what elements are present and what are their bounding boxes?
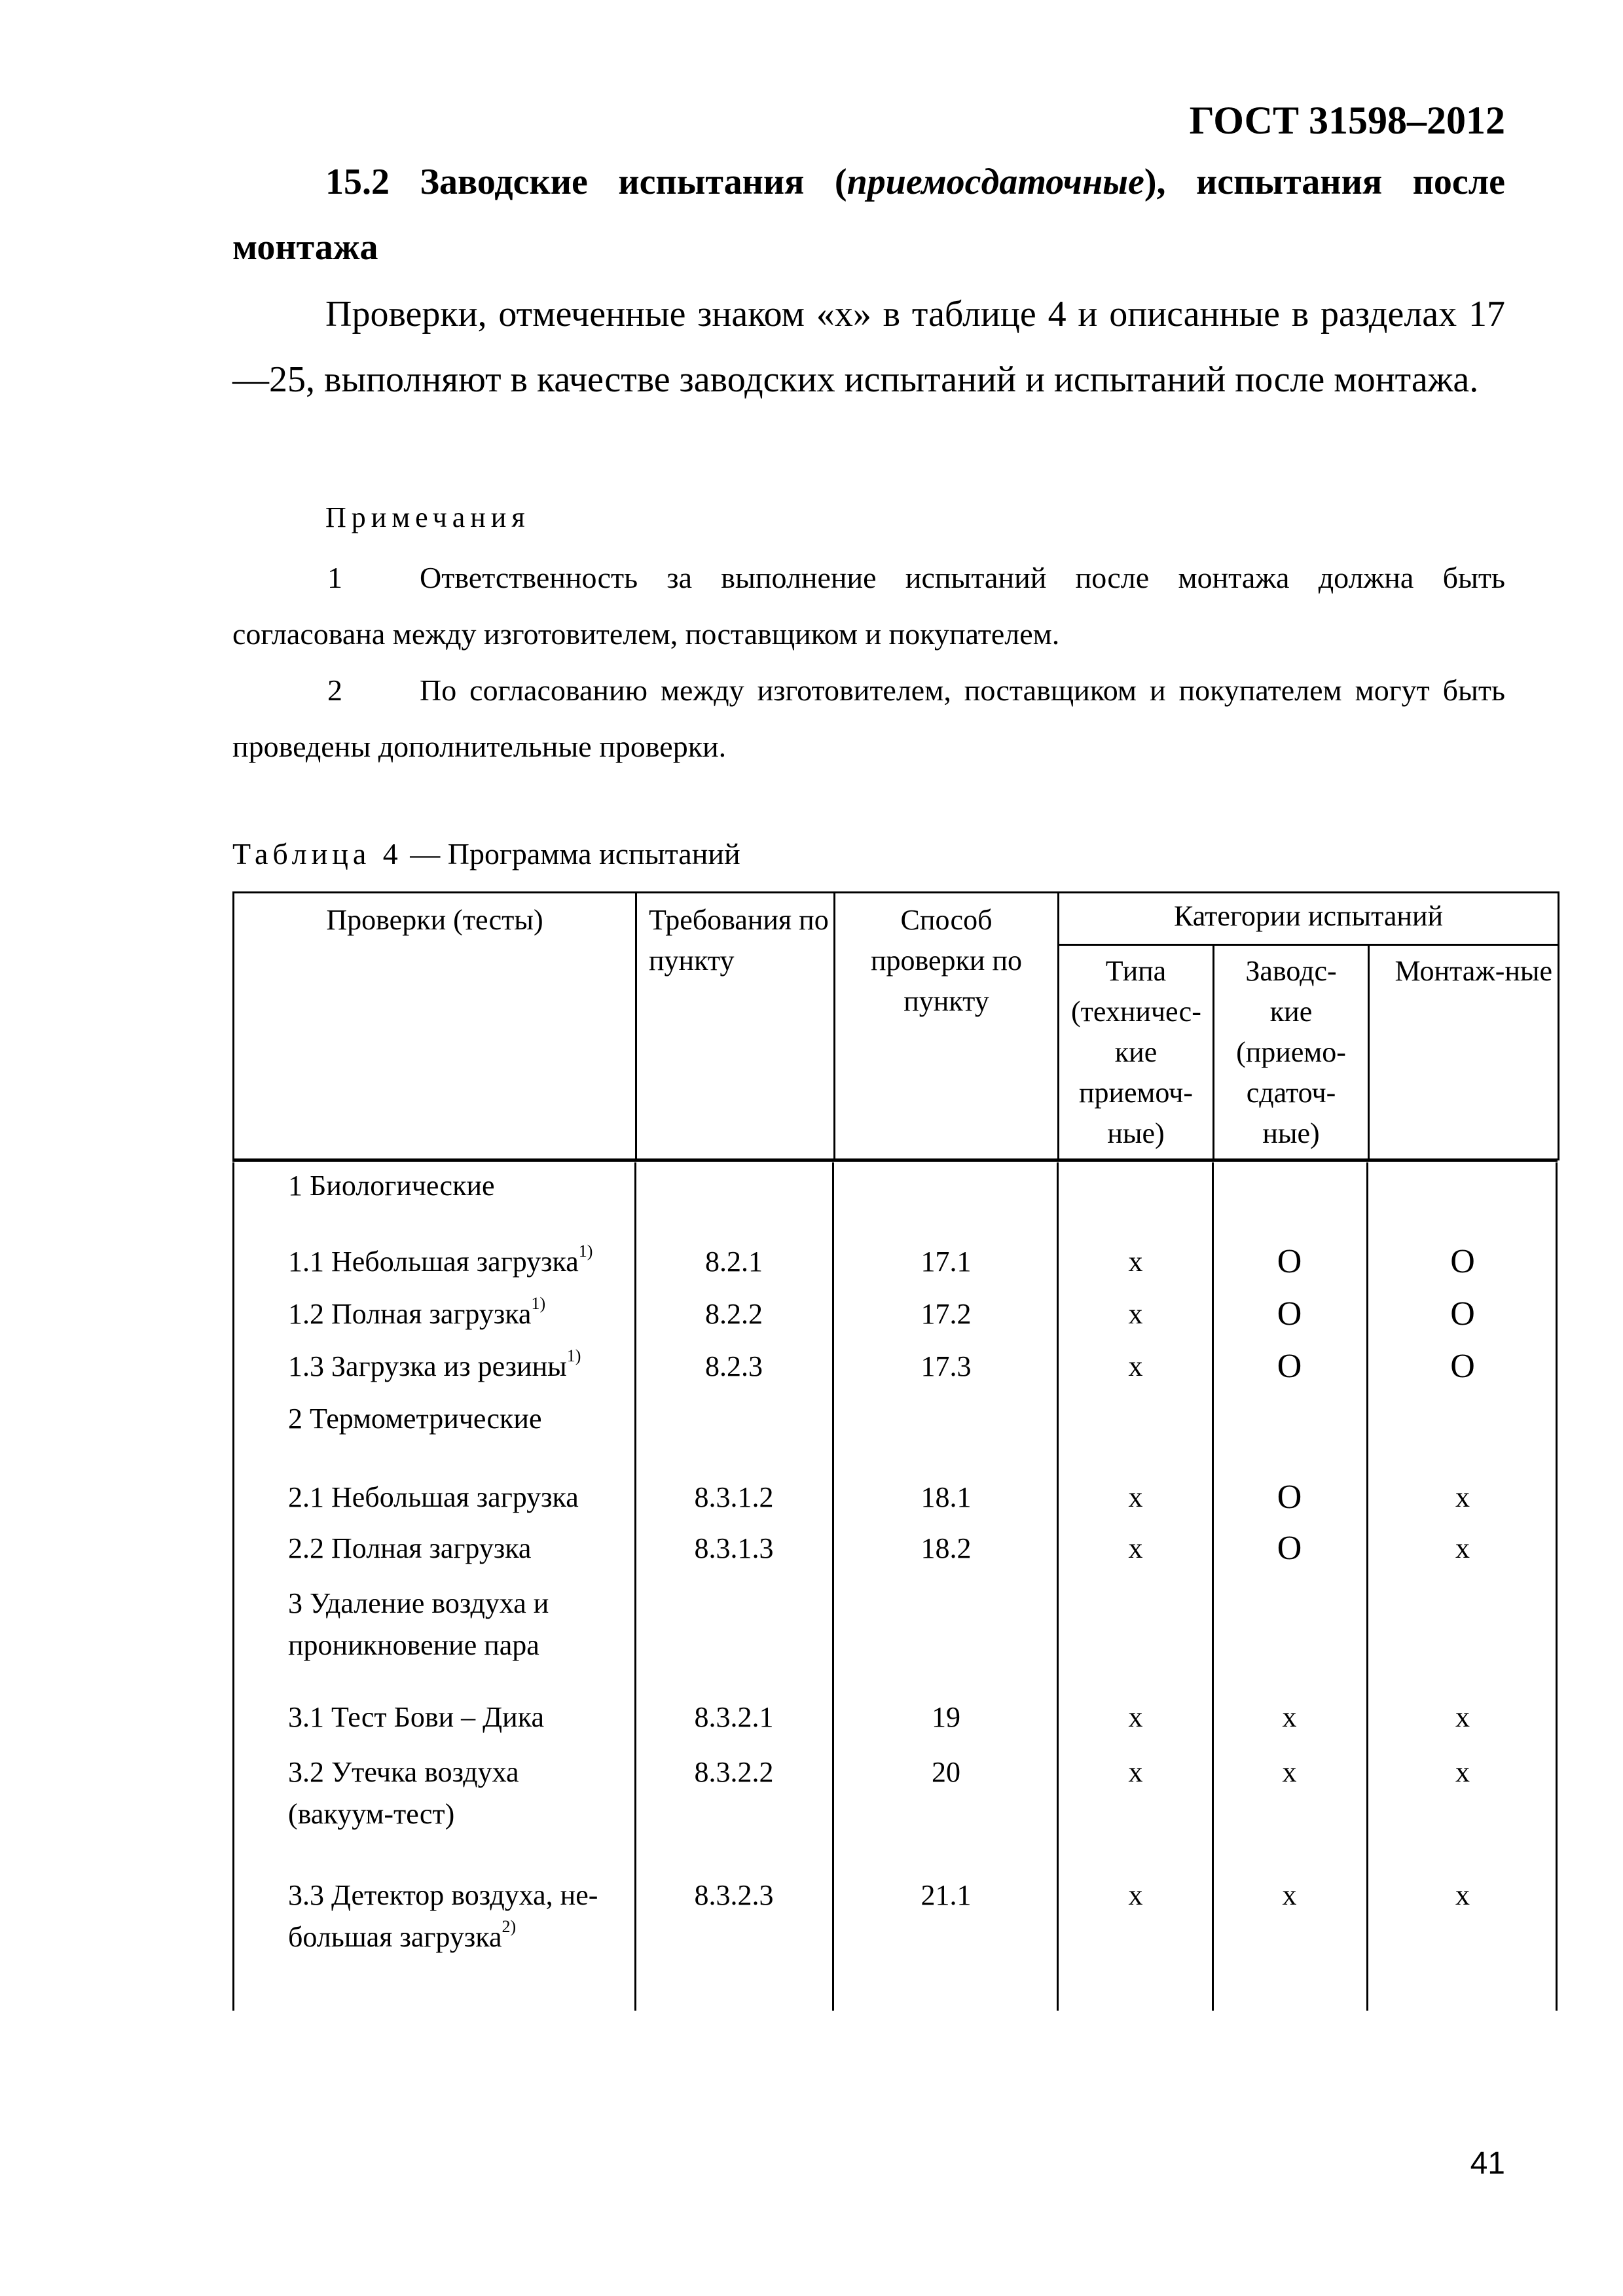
note-2-number: 2 [327, 673, 342, 707]
row-factory-mark: O [1277, 1348, 1302, 1385]
row-type-mark: х [1128, 1532, 1143, 1564]
row-name: 2 Термометрические [288, 1403, 542, 1435]
row-name [288, 1874, 629, 1958]
row-name: 3.1 Тест Бови – Дика [288, 1701, 544, 1733]
row-requirement: 8.2.2 [705, 1298, 763, 1330]
row-name: 3 Удаление воздуха и проникновение пара [288, 1587, 549, 1661]
row-name: 2.2 Полная загрузка [288, 1532, 532, 1564]
row-type-mark: х [1128, 1756, 1143, 1788]
row-name [288, 1346, 642, 1388]
row-name: 1 Биологические [288, 1170, 495, 1202]
row-method: 21.1 [921, 1879, 972, 1911]
notes-title: Примечания [325, 501, 530, 533]
row-name-text: 1.2 Полная загрузка [288, 1298, 532, 1330]
header-type-label: Типа (техничес-кие приемоч-ные) [1071, 955, 1201, 1149]
row-method: 17.3 [921, 1350, 972, 1382]
row-name: 2.1 Небольшая загрузка [288, 1481, 579, 1513]
note-1-text: Ответственность за выполнение испытаний после монтажа должна быть согласована между изготовителем, поставщиком и покупателем. [232, 561, 1505, 651]
section-number: 15.2 [325, 162, 390, 202]
table-caption [232, 836, 740, 871]
row-method: 18.2 [921, 1532, 972, 1564]
row-requirement: 8.3.1.3 [694, 1532, 774, 1564]
footnote-ref: 1) [578, 1242, 593, 1261]
row-install-mark: O [1450, 1348, 1475, 1385]
row-install-mark: х [1455, 1879, 1470, 1911]
column-line [232, 1162, 234, 2011]
row-type-mark: х [1128, 1481, 1143, 1513]
row-requirement: 8.2.3 [705, 1350, 763, 1382]
row-method: 18.1 [921, 1481, 972, 1513]
row-requirement: 8.3.2.3 [694, 1879, 774, 1911]
row-requirement: 8.3.2.1 [694, 1701, 774, 1733]
note-1 [232, 550, 1505, 662]
header-requirements-label: Требования по пункту [649, 904, 829, 977]
row-install-mark: х [1455, 1701, 1470, 1733]
note-2-text: По согласованию между изготовителем, поставщиком и покупателем могут быть проведены дополнительные проверки. [232, 673, 1505, 763]
section-heading [232, 149, 1505, 280]
section-title-start: Заводские испытания ( [420, 162, 847, 202]
row-method: 20 [932, 1756, 960, 1788]
header-categories-label: Категории испытаний [1173, 900, 1444, 932]
header-checks-label: Проверки (тесты) [326, 904, 543, 936]
footnote-ref: 2) [501, 1917, 517, 1936]
header-double-line [232, 1160, 1558, 1162]
row-requirement: 8.3.2.2 [694, 1756, 774, 1788]
row-name-text: 1.1 Небольшая загрузка [288, 1246, 579, 1278]
table-caption-dash: — [402, 837, 448, 870]
row-factory-mark: O [1277, 1295, 1302, 1333]
body-paragraph [232, 281, 1505, 412]
row-type-mark: х [1128, 1701, 1143, 1733]
row-name: 3.2 Утечка воздуха (вакуум-тест) [288, 1756, 519, 1830]
header-checks [234, 893, 636, 1160]
row-method: 17.2 [921, 1298, 972, 1330]
row-type-mark: х [1128, 1350, 1143, 1382]
row-factory-mark: O [1277, 1479, 1302, 1516]
section-title-end: ), испытания после монтажа [232, 162, 1505, 268]
column-line [832, 1162, 834, 2011]
row-factory-mark: х [1282, 1879, 1297, 1911]
footnote-ref: 1) [566, 1346, 581, 1365]
row-name-text: 3.3 Детектор воздуха, не-большая загрузка [288, 1879, 598, 1953]
row-name [288, 1293, 642, 1335]
header-type [1059, 945, 1214, 1160]
row-method: 19 [932, 1701, 960, 1733]
header-factory-label: Заводс-кие (приемо-сдаточ-ные) [1236, 955, 1346, 1149]
row-type-mark: х [1128, 1879, 1143, 1911]
row-factory-mark: O [1277, 1530, 1302, 1567]
row-name [288, 1241, 642, 1283]
row-install-mark: O [1450, 1243, 1475, 1280]
row-install-mark: O [1450, 1295, 1475, 1333]
header-install [1369, 945, 1559, 1160]
table-caption-title: Программа испытаний [447, 837, 740, 870]
row-install-mark: х [1455, 1481, 1470, 1513]
row-factory-mark: O [1277, 1243, 1302, 1280]
table-body [232, 1162, 1558, 2011]
note-1-number: 1 [327, 561, 342, 594]
row-requirement: 8.2.1 [705, 1246, 763, 1278]
footnote-ref: 1) [531, 1294, 546, 1313]
table-header [232, 891, 1559, 1160]
note-2 [232, 662, 1505, 775]
header-method-label: Способ проверки по пункту [870, 904, 1023, 1017]
header-requirements [636, 893, 835, 1160]
row-factory-mark: х [1282, 1756, 1297, 1788]
row-name-text: 1.3 Загрузка из резины [288, 1350, 567, 1382]
row-requirement: 8.3.1.2 [694, 1481, 774, 1513]
row-method: 17.1 [921, 1246, 972, 1278]
table-caption-prefix: Таблица 4 [232, 837, 403, 870]
standard-header: ГОСТ 31598–2012 [1189, 99, 1505, 142]
header-install-label: Монтаж-ные [1395, 955, 1552, 987]
header-factory [1214, 945, 1369, 1160]
row-install-mark: х [1455, 1756, 1470, 1788]
row-install-mark: х [1455, 1532, 1470, 1564]
page-number: 41 [1470, 2146, 1505, 2181]
row-type-mark: х [1128, 1298, 1143, 1330]
paragraph-text: Проверки, отмеченные знаком «х» в таблице 4 и описанные в разделах 17—25, выполняют в качестве заводских испытаний и испытаний после монтажа. [232, 294, 1505, 400]
row-factory-mark: х [1282, 1701, 1297, 1733]
row-type-mark: х [1128, 1246, 1143, 1278]
header-method [835, 893, 1059, 1160]
header-categories [1059, 893, 1559, 945]
section-title-italic: приемосдаточные [847, 162, 1144, 202]
